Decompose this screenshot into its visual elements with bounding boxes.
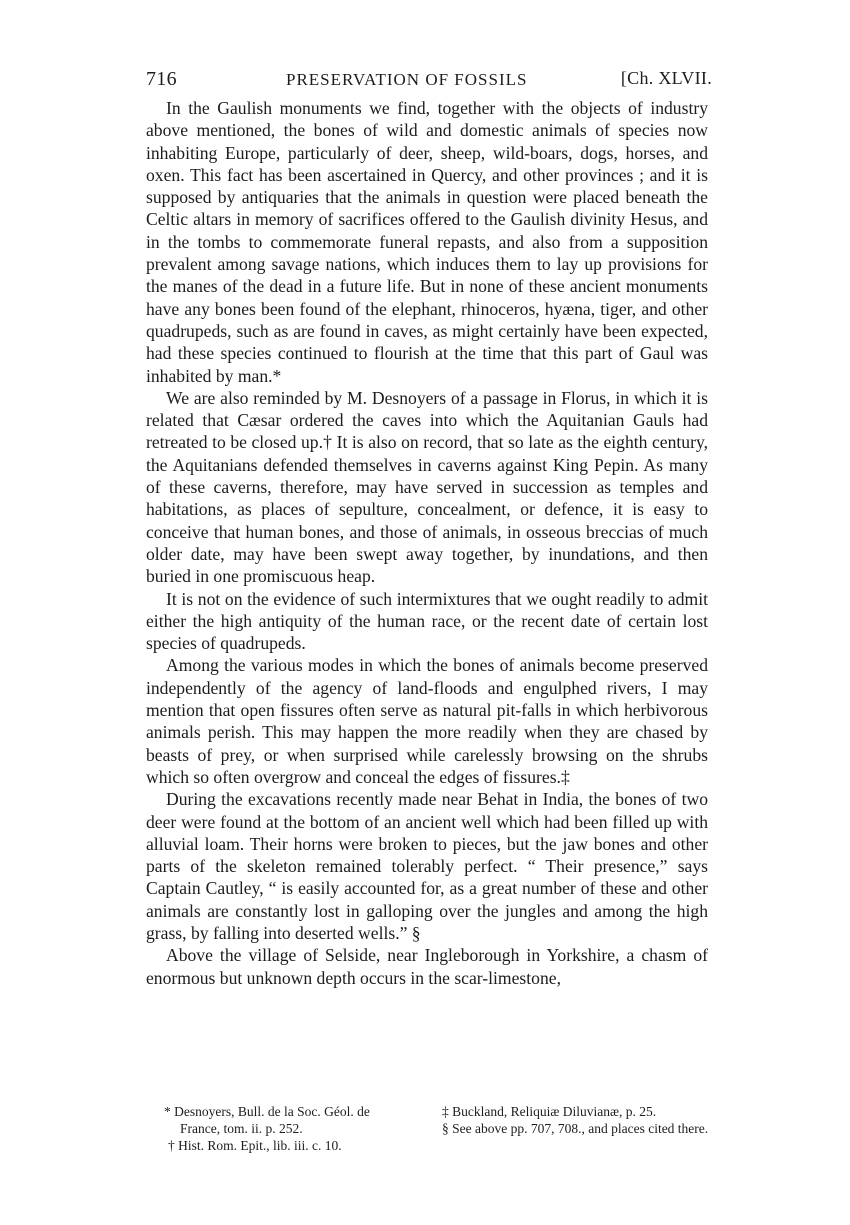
paragraph: In the Gaulish monuments we find, together with the objects of industry above mentioned, the bones of wild and domestic animals of species now inhabiting Europe, particularly of deer, sheep, wild-boars, dogs, horses, and oxen. This fact has been ascertained in Quercy, and other provinces ; and it is supposed by antiquaries that the animals in question were placed beneath the Celtic altars in memory of sacrifices offered to the Gaulish divinity Hesus, and in the tombs to commemorate funeral repasts, and also from a supposition prevalent among savage nations, which induces them to lay up provisions for the manes of the dead in a future life. But in none of these ancient monuments have any bones been found of the elephant, rhinoceros, hyæna, tiger, and other quadrupeds, such as are found in caves, as might certainly have been expected, had these species continued to flourish at the time that this part of Gaul was inhabited by man.* [146,98,708,386]
footnotes-right [442,1103,712,1137]
paragraph: Among the various modes in which the bones of animals become preserved independently of the agency of land-floods and engulphed rivers, I may mention that open fissures often serve as natural pit-falls in which herbivorous animals perish. This may happen the more readily when they are chased by beasts of prey, or when surprised while carelessly browsing on the shrubs which so often overgrow and conceal the edges of fissures.‡ [146,655,708,787]
paragraph: During the excavations recently made near Behat in India, the bones of two deer were found at the bottom of an ancient well which had been filled up with alluvial loam. Their horns were broken to pieces, but the jaw bones and other parts of the skeleton remained tolerably perfect. “ Their presence,” says Captain Cautley, “ is easily accounted for, as a great number of these and other animals are constantly lost in galloping over the jungles and among the high grass, by falling into deserted wells.” § [146,789,708,943]
footnote: § See above pp. 707, 708., and places cited there. [442,1121,709,1136]
paragraph: We are also reminded by M. Desnoyers of a passage in Florus, in which it is related that Cæsar ordered the caves into which the Aquitanian Gauls had retreated to be closed up.† It is also on record, that so late as the eighth century, the Aquitanians defended themselves in caverns against King Pepin. As many of these caverns, therefore, may have served in succession as temples and habitations, as places of sepulture, concealment, or defence, it is easy to conceive that human bones, and those of animals, in osseous breccias of much older date, may have been swept away together, by inundations, and then buried in one promiscuous heap. [146,387,708,587]
body-text [146,97,708,989]
running-header [146,68,712,96]
footnote: † Hist. Rom. Epit., lib. iii. c. 10. [168,1138,342,1153]
footnotes-left [164,1103,404,1154]
running-title: PRESERVATION OF FOSSILS [286,70,528,89]
chapter-label: [Ch. XLVII. [620,68,712,88]
footnote: ‡ Buckland, Reliquiæ Diluvianæ, p. 25. [442,1104,657,1119]
paragraph: Above the village of Selside, near Ingleborough in Yorkshire, a chasm of enormous but unknown depth occurs in the scar-limestone, [146,945,708,988]
paragraph: It is not on the evidence of such intermixtures that we ought readily to admit either the high antiquity of the human race, or the recent date of certain lost species of quadrupeds. [146,588,708,654]
footnote: * Desnoyers, Bull. de la Soc. Géol. de France, tom. ii. p. 252. [164,1104,370,1136]
page-number: 716 [146,68,177,90]
